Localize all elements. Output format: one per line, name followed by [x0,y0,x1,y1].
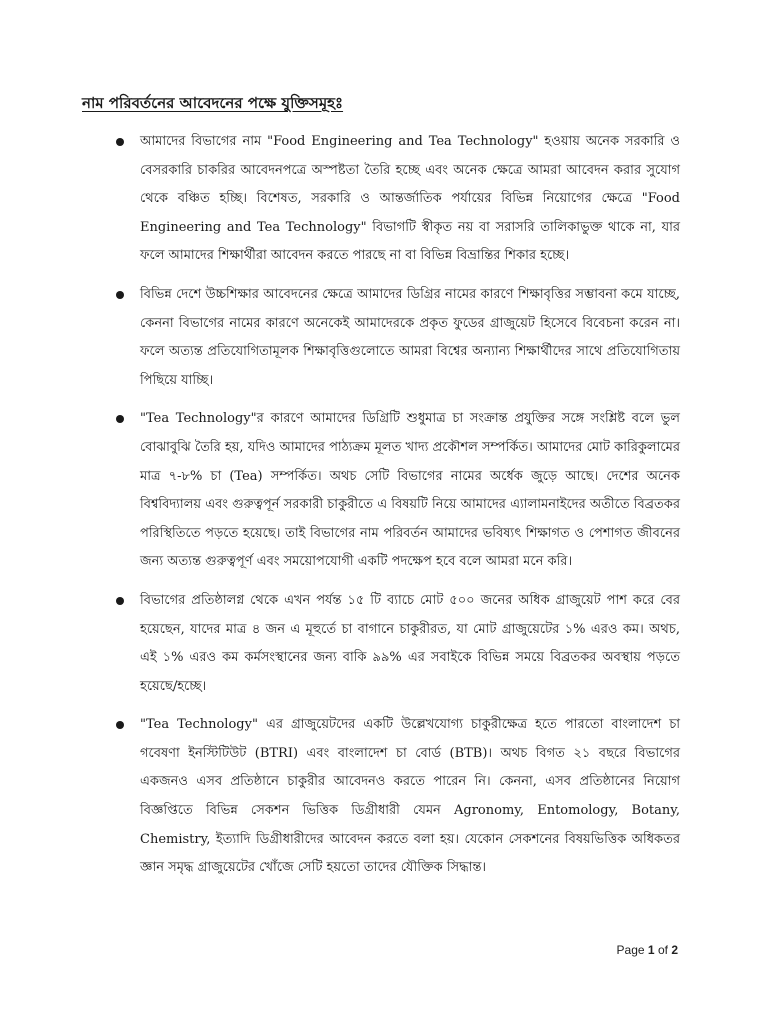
list-item [112,587,680,701]
list-item [112,128,680,271]
list-item [112,405,680,577]
page-word: Page [616,943,645,957]
list-item [112,711,680,883]
bullet-icon [116,721,124,729]
list-item-text: "Tea Technology" এর গ্রাজুয়েটদের একটি উল্লেখযোগ্য চাকুরীক্ষেত্র হতে পারতো বাংলাদেশ চা গবেষণা ইনস্টিটিউট (BTRI) এবং বাংলাদেশ চা বোর্ড (BTB)। অথচ বিগত ২১ বছরে বিভাগের একজনও এসব প্রতিষ্ঠানে চাকুরীর আবেদনও করতে পারেন নি। কেননা, এসব প্রতিষ্ঠানের নিয়োগ বিজ্ঞপ্তিতে বিভিন্ন সেকশন ভিত্তিক ডিগ্রীধারী যেমন Agronomy, Entomology, Botany, Chemistry, ইত্যাদি ডিগ্রীধারীদের আবেদন করতে বলা হয়। যেকোন সেকশনের বিষয়ভিত্তিক অধিকতর জ্ঞান সমৃদ্ধ গ্রাজুয়েটের খোঁজে সেটি হয়তো তাদের যৌক্তিক সিদ্ধান্ত। [140,717,680,876]
list-item [112,281,680,395]
list-item-text: বিভাগের প্রতিষ্ঠালগ্ন থেকে এখন পর্যন্ত ১৫ টি ব্যাচে মোট ৫০০ জনের অধিক গ্রাজুয়েট পাশ করে বের হয়েছেন, যাদের মাত্র ৪ জন এ মূহুর্তে চা বাগানে চাকুরীরত, যা মোট গ্রাজুয়েটের ১% এরও কম। অথচ, এই ১% এরও কম কর্মসংস্থানের জন্য বাকি ৯৯% এর সবাইকে বিভিন্ন সময়ে বিব্রতকর অবস্থায় পড়তে হয়েছে/হচ্ছে। [140,592,680,694]
of-word: of [657,943,668,957]
list-item-text: আমাদের বিভাগের নাম "Food Engineering and Tea Technology" হওয়ায় অনেক সরকারি ও বেসরকারি চাকরির আবেদনপত্রে অস্পষ্টতা তৈরি হচ্ছে এবং অনেক ক্ষেত্রে আমরা আবেদন করার সুযোগ থেকে বঞ্চিত হচ্ছি। বিশেষত, সরকারি ও আন্তর্জাতিক পর্যায়ের বিভিন্ন নিয়োগের ক্ষেত্রে "Food Engineering and Tea Technology" বিভাগটি স্বীকৃত নয় বা সরাসরি তালিকাভুক্ত থাকে না, যার ফলে আমাদের শিক্ষার্থীরা আবেদন করতে পারছে না বা বিভিন্ন বিভ্রান্তির শিকার হচ্ছে। [140,134,680,264]
current-page-number: 1 [647,943,655,957]
list-item-text: "Tea Technology"র কারণে আমাদের ডিগ্রিটি শুধুমাত্র চা সংক্রান্ত প্রযুক্তির সঙ্গে সংশ্লিষ্ট বলে ভুল বোঝাবুঝি তৈরি হয়, যদিও আমাদের পাঠ্যক্রম মূলত খাদ্য প্রকৌশল সম্পর্কিত। আমাদের মোট কারিকুলামের মাত্র ৭-৮% চা (Tea) সম্পর্কিত। অথচ সেটি বিভাগের নামের অর্ধেক জুড়ে আছে। দেশের অনেক বিশ্ববিদ্যালয় এবং গুরুত্বপূর্ন সরকারী চাকুরীতে এ বিষয়টি নিয়ে আমাদের এ্যালামনাইদের অতীতে বিব্রতকর পরিস্থিতিতে পড়তে হয়েছে। তাই বিভাগের নাম পরিবর্তন আমাদের ভবিষ্যৎ শিক্ষাগত ও পেশাগত জীবনের জন্য অত্যন্ত গুরুত্বপূর্ণ এবং সময়োপযোগী একটি পদক্ষেপ হবে বলে আমরা মনে করি। [140,411,680,570]
bullet-icon [116,291,124,299]
bullet-icon [116,415,124,423]
page-number-footer [617,943,678,957]
document-heading: নাম পরিবর্তনের আবেদনের পক্ষে যুক্তিসমূহঃ [82,94,344,112]
argument-list [112,128,680,893]
bullet-icon [116,138,124,146]
bullet-icon [116,597,124,605]
total-page-number: 2 [671,943,678,957]
list-item-text: বিভিন্ন দেশে উচ্চশিক্ষার আবেদনের ক্ষেত্রে আমাদের ডিগ্রির নামের কারণে শিক্ষাবৃত্তির সম্ভাবনা কমে যাচ্ছে, কেননা বিভাগের নামের কারণে অনেকেই আমাদেরকে প্রকৃত ফুডের গ্রাজুয়েট হিসেবে বিবেচনা করেন না। ফলে অত্যন্ত প্রতিযোগিতামূলক শিক্ষাবৃত্তিগুলোতে আমরা বিশ্বের অন্যান্য শিক্ষার্থীদের সাথে প্রতিযোগিতায় পিছিয়ে যাচ্ছি। [140,286,680,388]
